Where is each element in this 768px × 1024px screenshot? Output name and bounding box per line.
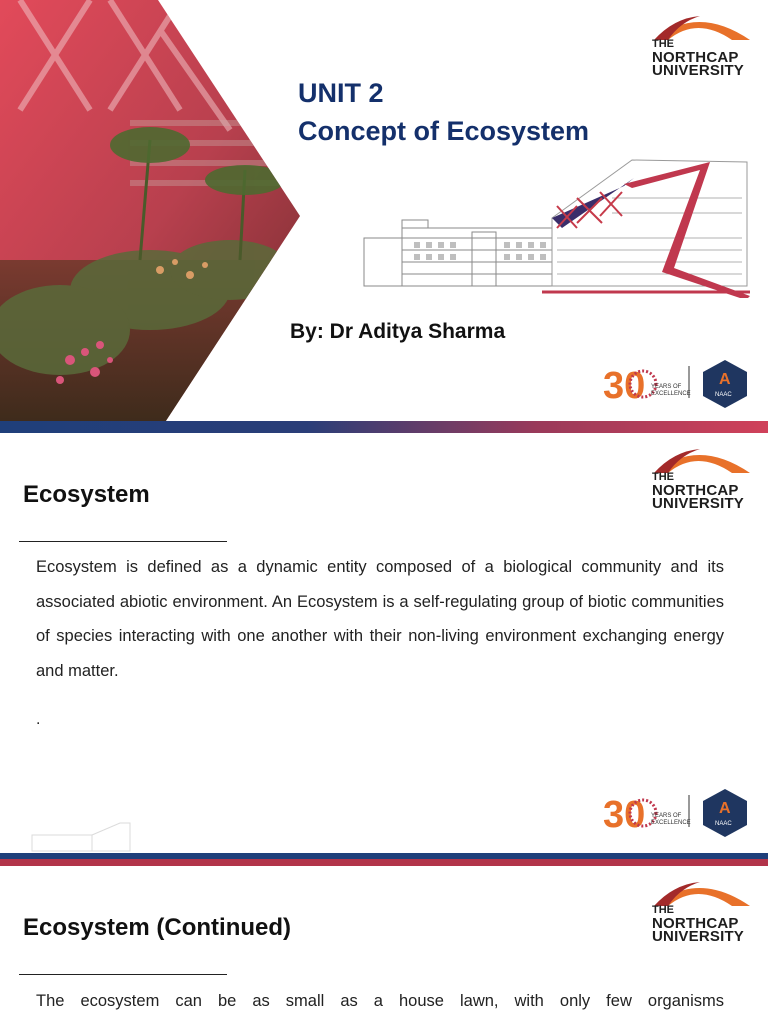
logo-line-northcap: NORTHCAP: [652, 49, 739, 66]
logo-line-northcap: NORTHCAP: [652, 915, 739, 932]
heading-underline: [19, 974, 227, 975]
northcap-logo: [652, 878, 752, 948]
thirty-years-number: 30: [603, 365, 646, 407]
campus-photo-chevron: [0, 0, 320, 433]
title-slide: [0, 0, 768, 433]
ecosystem-definition: Ecosystem is defined as a dynamic entity composed of a biological community and its associated abiotic environment. An Ecosystem is a self-regulating group of biotic communities of species interacting with one another with their non-living environment exchanging energy and matter.: [36, 558, 724, 680]
ecosystem-continued-text: The ecosystem can be as small as a house lawn, with only few organisms: [36, 992, 724, 1010]
building-watermark: [30, 821, 140, 855]
logo-line-northcap: NORTHCAP: [652, 482, 739, 499]
naac-grade: A: [719, 800, 731, 817]
naac-label: NAAC: [715, 392, 732, 398]
naac-label: NAAC: [715, 821, 732, 827]
slide-title-block: [298, 74, 589, 150]
slide-heading: Ecosystem (Continued): [23, 914, 292, 941]
logo-line-the: THE: [652, 904, 674, 916]
northcap-logo: [652, 445, 752, 515]
excellence-label: EXCELLENCE: [651, 391, 691, 397]
logo-line-the: THE: [652, 471, 674, 483]
logo-line-university: UNIVERSITY: [652, 928, 745, 945]
unit-label: UNIT 2: [298, 78, 384, 108]
years-of-label: YEARS OF: [651, 813, 682, 819]
logo-line-the: THE: [652, 38, 674, 50]
slide-footer-band-red: [0, 859, 768, 866]
northcap-logo: [652, 12, 752, 82]
content-slide-ecosystem-continued: [0, 866, 768, 1024]
content-slide-ecosystem: [0, 433, 768, 866]
slide-heading: Ecosystem: [23, 481, 150, 508]
slide-footer-band: [0, 421, 768, 433]
thirty-years-number: 30: [603, 794, 646, 836]
building-illustration: [362, 158, 754, 298]
accreditation-badges: [603, 358, 753, 414]
logo-line-university: UNIVERSITY: [652, 495, 745, 512]
author-line: By: Dr Aditya Sharma: [290, 320, 506, 343]
naac-grade: A: [719, 371, 731, 388]
years-of-label: YEARS OF: [651, 384, 682, 390]
stray-dot: .: [36, 711, 41, 728]
slide-title: Concept of Ecosystem: [298, 116, 590, 146]
accreditation-badges: [603, 787, 753, 843]
logo-line-university: UNIVERSITY: [652, 62, 745, 79]
excellence-label: EXCELLENCE: [651, 820, 691, 826]
heading-underline: [19, 541, 227, 542]
